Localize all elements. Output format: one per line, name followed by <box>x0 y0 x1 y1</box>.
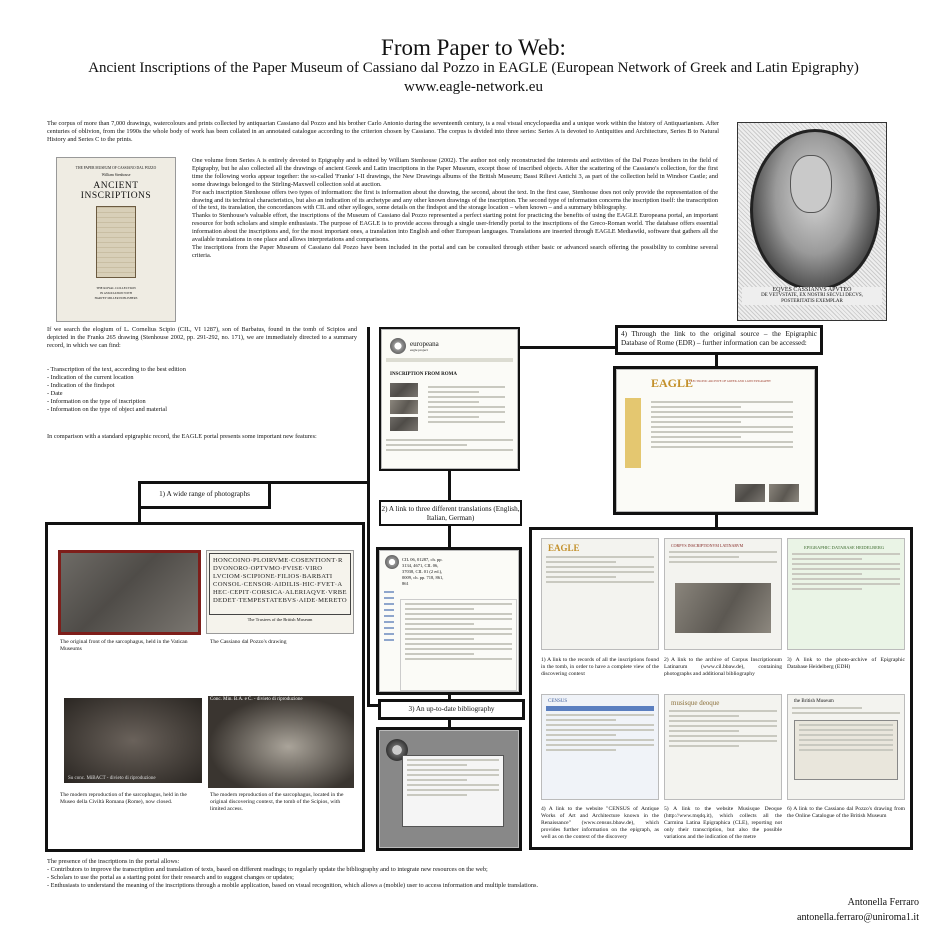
author-email[interactable]: antonella.ferraro@uniroma1.it <box>797 912 919 923</box>
link-caption: 4) A link to the website "CENSUS of Antique Works of Art and Architecture known in the Renaissance" (www.census.bbaw.de), which provides further information on the epigraph, as well as on the context of the discovery <box>541 806 659 840</box>
body-paragraph-4: The inscriptions from the Paper Museum of Cassiano dal Pozzo have been included in the portal and can be consulted through either basic or advanced search offering the possibility to combine several criteria. <box>192 243 718 259</box>
link-shot-title: CENSUS <box>548 699 568 704</box>
link-shot-title: the British Museum <box>794 699 834 704</box>
link-screenshot-edh[interactable] <box>787 538 905 650</box>
label-bibliography <box>378 699 525 720</box>
record-feature-item: - Information on the type of object and material <box>47 405 167 413</box>
book-title: ANCIENT INSCRIPTIONS <box>80 181 152 201</box>
edr-sub: ELECTRONIC ARCHIVE OF GREEK AND LATIN EPIGRAPHY <box>689 379 772 383</box>
translation-line: 861 <box>402 581 409 586</box>
connector-line <box>715 354 718 366</box>
links-panel <box>529 527 913 850</box>
link-caption: 6) A link to the Cassiano dal Pozzo's drawing from the Online Catalogue of the British Museum <box>787 806 905 819</box>
connector-line <box>367 327 370 705</box>
poster-url[interactable]: www.eagle-network.eu <box>404 79 543 95</box>
connector-line <box>520 346 619 349</box>
label-original-source <box>615 325 823 355</box>
record-thumbnail[interactable] <box>390 400 418 414</box>
record-feature-item: - Transcription of the text, according to the best edition <box>47 366 186 373</box>
europeana-record-screenshot <box>379 327 520 471</box>
watermark-text: Conc. Min. B.A. e C. - divieto di riproduzione <box>210 697 303 702</box>
record-heading: INSCRIPTION FROM ROMA <box>390 372 457 377</box>
translation-screenshot <box>376 547 522 695</box>
comparison-paragraph: In comparison with a standard epigraphic record, the EAGLE portal presents some important new features: <box>47 433 317 440</box>
connector-line <box>448 524 451 548</box>
photo-caption: The modern reproduction of the sarcophagus, held in the Museo della Civiltà Romana (Rome), now closed. <box>60 792 187 805</box>
link-screenshot-cil[interactable] <box>664 538 782 650</box>
photo-modern-museum[interactable] <box>64 698 202 783</box>
edr-screenshot <box>613 366 818 515</box>
edr-photo[interactable] <box>769 484 799 502</box>
book-author: William Stenhouse <box>101 173 131 177</box>
footer-item: - Scholars to use the portal as a starting point for their research and to suggest changes or updates; <box>47 873 294 881</box>
connector-line <box>448 470 451 501</box>
poster-subtitle: Ancient Inscriptions of the Paper Museum of Cassiano dal Pozzo in EAGLE (European Network of Greek and Latin Epigraphy) <box>88 60 859 76</box>
drawing-line: LVCIOM·SCIPIONE·FILIOS·BARBATI <box>213 573 333 580</box>
intro-paragraph: The corpus of more than 7,000 drawings, watercolours and prints collected by antiquarian Cassiano dal Pozzo and his brother Carlo Antonio during the seventeenth century, is a real visual encyclopaedia and a unique work within the history of Antiquarianism. After centuries of oblivion, from the 1990s the whole body of work has been collated in an annotated catalogue according to the criterion chosen by Cassiano. The corpus is divided into three series: Series A is devoted to Antiquities and Architecture, Series B to Natural History and Series C to the prints. <box>47 120 719 143</box>
body-paragraph-1: One volume from Series A is entirely devoted to Epigraphy and is edited by William Stenhouse (2002). The author not only reconstructed the interests and activities of the Dal Pozzo brothers in the field of Epigraphy, but he also collected all the drawings of ancient Greek and Latin inscriptions in the Paper Museum, except those of inscribed objects. After the scattering of the Cassiano's collection, for the first time the following works appear together: the so-called 'Franks' I-II drawings, the New Drawings albums of the British Museum; Bassi Rilievi Antichi 3, as part of the collection held in Windsor Castle; and some drawings belonged to the Stirling-Maxwell collection sold at auction. <box>192 157 718 188</box>
drawing-copyright: The Trustees of the British Museum <box>247 617 313 622</box>
europeana-brand-sub: eagle project <box>410 348 428 352</box>
drawing-line: HONCOINO·PLOIRVME·COSENTIONT·R <box>213 557 343 564</box>
connector-line <box>715 514 718 528</box>
edr-brand: EAGLE <box>651 376 694 390</box>
photo-caption: The modern reproduction of the sarcophagus, located in the original discovering context, the tomb of the Scipios, with limited access. <box>210 792 344 812</box>
link-caption: 3) A link to the photo-archive of Epigraphic Database Heidelberg (EDH) <box>787 657 905 670</box>
photographs-panel <box>45 522 365 852</box>
link-shot-title: musisque deoque <box>671 699 720 707</box>
link-caption: 2) A link to the archive of Corpus Inscriptionum Latinarum (www.cil.bbaw.de), containing photographs and additional bibliography <box>664 657 782 677</box>
photo-modern-tomb[interactable] <box>208 696 354 788</box>
book-footer-1: THE ROYAL COLLECTION <box>96 286 136 290</box>
europeana-logo-icon <box>385 555 399 569</box>
poster-title: From Paper to Web: <box>381 35 566 60</box>
watermark-text: Su conc. MiBACT - divieto di riproduzione <box>68 776 156 781</box>
footer-item: - Enthusiasts to understand the meaning of the inscriptions through a mobile application, based on visual recognition, which allows a (mobile) user to access information and multiple translations. <box>47 881 539 889</box>
europeana-logo-icon <box>390 338 406 354</box>
photo-caption: The Cassiano dal Pozzo's drawing <box>210 639 287 645</box>
record-features-list <box>47 366 357 413</box>
footer-intro: The presence of the inscriptions in the portal allows: <box>47 858 180 865</box>
label-photographs <box>138 481 271 509</box>
label-translations-text: 2) A link to three different translations (English, Italian, German) <box>381 505 520 522</box>
link-screenshot-eagle[interactable] <box>541 538 659 650</box>
bibliography-screenshot <box>376 727 522 851</box>
drawing-line: DEDET·TEMPESTATEBVS·AIDE·MERETO <box>213 597 347 604</box>
book-cover <box>56 157 176 322</box>
portrait-caption-1: EQVES CASSIANVS APVTEO <box>772 287 852 293</box>
photo-drawing[interactable] <box>206 550 354 634</box>
portrait-caption-2: DE VETVSTATE, EX NOSTRI SECVLI DECVS, <box>761 293 863 298</box>
link-caption: 5) A link to the website Musisque Deoque (http://www.mqdq.it), which collects all the Carmina Latina Epigraphica (CLE), reporting not only their transcription, but also the possible variations and the indication of the metre <box>664 806 782 840</box>
portrait-face <box>790 155 832 213</box>
edr-photo[interactable] <box>735 484 765 502</box>
drawing-line: HEC·CEPIT·CORSICA·ALERIAQVE·VRBE <box>213 589 347 596</box>
drawing-line: DVONORO·OPTVMO·FVISE·VIRO <box>213 565 323 572</box>
label-bibliography-text: 3) An up-to-date bibliography <box>408 705 495 713</box>
record-feature-item: - Date <box>47 389 63 397</box>
europeana-brand: europeana <box>410 340 439 348</box>
record-thumbnail[interactable] <box>390 417 418 431</box>
body-paragraph-2: For each inscription Stenhouse offers two types of information: the first is information about the drawing, the second, about the text. In the first case, Stenhouse does not only provide the representation of the drawing and its technical characteristics, but also an indication of its archetype and any other known drawings of the inscription. The second type of information concerns the inscription itself: the transcription of the text, its translation, the concordances with CIL and other sylloges, some details on the findspot and the storage location – when known – and a summary bibliography. <box>192 188 718 212</box>
book-footer-3: HARVEY MILLER PUBLISHERS <box>94 296 138 300</box>
label-original-source-text: 4) Through the link to the original source – the Epigraphic Database of Rome (EDR) – further information can be accessed: <box>621 330 817 347</box>
link-caption: 1) A link to the records of all the inscriptions found in the tomb, in order to have a complete view of the discovering context <box>541 657 659 677</box>
portrait-engraving <box>737 122 887 321</box>
link-screenshot-census[interactable] <box>541 694 659 800</box>
record-thumbnail[interactable] <box>390 383 418 397</box>
link-shot-title: CORPVS INSCRIPTIONVM LATINARVM <box>671 543 744 548</box>
label-photographs-text: 1) A wide range of photographs <box>159 490 250 498</box>
link-shot-title: EPIGRAPHIC DATABASE HEIDELBERG <box>804 545 885 550</box>
record-feature-item: - Indication of the current location <box>47 373 134 381</box>
body-paragraph-3: Thanks to Stenhouse's valuable effort, the inscriptions of the Museum of Cassiano dal Pozzo represented a perfect starting point for practicing the benefits of using the EAGLE Europeana portal, an important resource for both scholars and simple enthusiasts. The purpose of EAGLE is to provide access through a single user-friendly portal to the inscriptions of the Greco-Roman world. The database offers essential information about the inscriptions and, for the most important ones, a translation into English and other European languages. Translations are inserted through EAGLE Mediawiki, software that gathers all the available translations in one place and allows interpretations and comparisons. <box>192 212 718 244</box>
link-screenshot-british-museum[interactable] <box>787 694 905 800</box>
body-text <box>192 157 718 260</box>
search-paragraph: If we search the elogium of L. Cornelius Scipio (CIL, VI 1287), son of Barbatus, found in the tomb of Scipios and depicted in the Franks 265 drawing (Stenhouse 2002, pp. 291-292, no. 171), we are immediately directed to a summary record, in which we can find: <box>47 326 357 349</box>
photo-caption: The original front of the sarcophagus, held in the Vatican Museums <box>60 639 188 652</box>
photo-original-front[interactable] <box>58 550 201 635</box>
translation-line: 37038, CIL 01 (2 ed.), <box>402 569 443 574</box>
link-shot-title: EAGLE <box>548 543 580 553</box>
book-cover-drawing <box>96 206 136 278</box>
footer-item: - Contributors to improve the transcription and translation of texts, based on different readings; to regularly update the bibliography and to integrate new resources on the web; <box>47 865 488 873</box>
translation-line: 0009, ch. pp. 718, 861, <box>402 575 444 580</box>
translation-line: CIL 06, 01287, ch. pp. <box>402 557 443 562</box>
record-feature-item: - Information on the type of inscription <box>47 397 146 405</box>
record-feature-item: - Indication of the findspot <box>47 381 115 389</box>
footer-text <box>47 858 747 890</box>
portrait-caption-3: POSTERITATIS EXEMPLAR <box>781 299 843 304</box>
label-translations <box>379 500 522 526</box>
portrait-caption <box>742 287 882 305</box>
book-series: THE PAPER MUSEUM OF CASSIANO DAL POZZO <box>75 166 157 170</box>
drawing-line: CONSOL·CENSOR·AIDILIS·HIC·FVET·A <box>213 581 343 588</box>
author-name: Antonella Ferraro <box>847 897 919 908</box>
book-footer-2: IN ASSOCIATION WITH <box>100 291 132 295</box>
link-screenshot-mqdq[interactable] <box>664 694 782 800</box>
translation-line: 3134, 4671, CIL 06, <box>402 563 439 568</box>
